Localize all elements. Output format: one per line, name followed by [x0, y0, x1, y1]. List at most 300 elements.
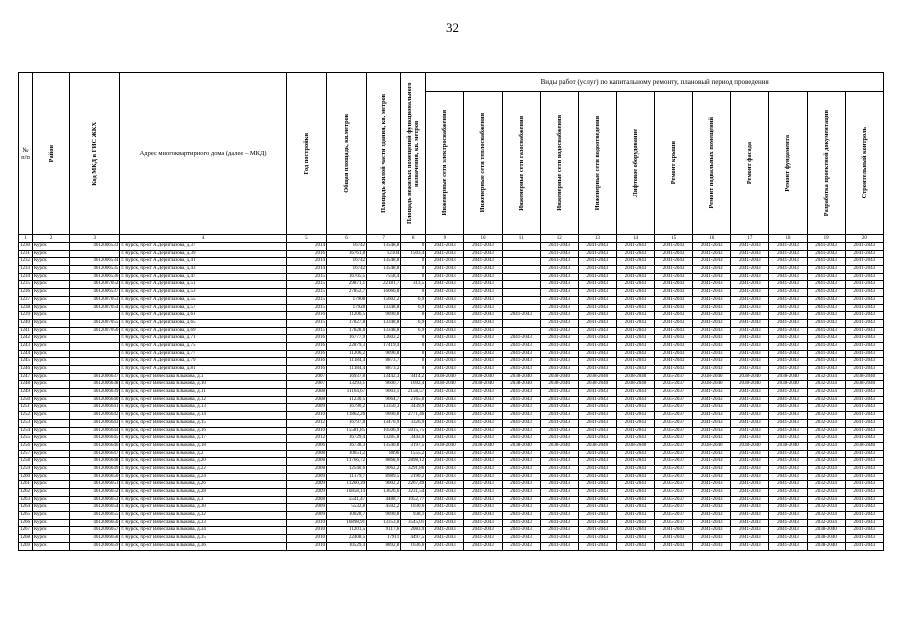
table-row: [19, 458, 884, 466]
work-period-cell: 2041-2043: [807, 366, 845, 374]
work-period-cell: 2041-2043: [426, 358, 464, 366]
work-period-cell: 2041-2043: [616, 396, 654, 404]
work-period-cell: 2041-2043: [693, 465, 731, 473]
mkd-code-cell: 4612006650: [70, 473, 120, 481]
work-period-cell: 2041-2043: [578, 419, 616, 427]
mkd-code-cell: 4612006534: [70, 258, 120, 266]
address-cell: г. Курск, пр-кт А.Дериглазова, д.81: [120, 366, 287, 374]
work-period-cell: 2041-2043: [845, 281, 883, 289]
row-number: 1263: [19, 496, 33, 504]
work-period-cell: 2041-2043: [769, 481, 807, 489]
work-period-cell: 2041-2043: [845, 473, 883, 481]
work-period-cell: 2041-2043: [502, 342, 540, 350]
work-period-cell: 2041-2043: [616, 258, 654, 266]
total-area-cell: 15581,85: [326, 427, 366, 435]
work-period-cell: 2041-2043: [731, 427, 769, 435]
column-number: 20: [845, 235, 883, 243]
work-period-cell: 2041-2043: [769, 473, 807, 481]
work-period-cell: 2041-2043: [426, 296, 464, 304]
total-area-cell: 16797,8: [326, 419, 366, 427]
table-row: [19, 250, 884, 258]
work-period-cell: 2041-2043: [693, 412, 731, 420]
nonres-area-cell: 1692,4: [401, 381, 426, 389]
work-period-cell: 2041-2043: [845, 327, 883, 335]
total-area-cell: 17908: [326, 296, 366, 304]
total-area-cell: 11164,67: [326, 389, 366, 397]
total-area-cell: 16777,9: [326, 335, 366, 343]
district-cell: Курск: [33, 465, 70, 473]
nonres-area-cell: 2190,2: [401, 473, 426, 481]
work-period-cell: 2041-2043: [769, 250, 807, 258]
nonres-area-cell: 0: [401, 350, 426, 358]
work-period-cell: 2041-2043: [807, 335, 845, 343]
work-period-cell: 2041-2043: [807, 258, 845, 266]
work-period-cell: 2041-2043: [769, 504, 807, 512]
work-period-cell: 2038-2040: [731, 373, 769, 381]
column-number: 12: [540, 235, 578, 243]
work-period-cell: 2041-2043: [845, 289, 883, 297]
header-mkd-code: Код МКД в ГИС ЖКХ: [91, 121, 99, 186]
living-area-cell: 9090,8: [367, 312, 401, 320]
nonres-area-cell: 0: [401, 335, 426, 343]
work-period-cell: 2041-2043: [731, 458, 769, 466]
work-period-cell: 2038-2040: [807, 535, 845, 543]
year-cell: 2009: [286, 512, 326, 520]
total-area-cell: 11206,2: [326, 350, 366, 358]
work-period-cell: [502, 266, 540, 274]
living-area-cell: 13548,8: [367, 258, 401, 266]
work-period-cell: 2041-2043: [845, 404, 883, 412]
work-period-cell: 2041-2043: [731, 404, 769, 412]
total-area-cell: 16790,2: [326, 404, 366, 412]
work-period-cell: 2041-2043: [578, 473, 616, 481]
work-period-cell: 2041-2043: [578, 542, 616, 550]
mkd-code-cell: 4612006533: [70, 243, 120, 251]
work-period-cell: 2041-2043: [845, 496, 883, 504]
work-period-cell: 2041-2043: [464, 258, 502, 266]
year-cell: 2007: [286, 373, 326, 381]
work-period-cell: 2035-2037: [655, 481, 693, 489]
mkd-code-cell: 4612006537: [70, 289, 120, 297]
work-period-cell: [502, 327, 540, 335]
work-period-cell: 2041-2043: [693, 535, 731, 543]
row-number: 1247: [19, 373, 33, 381]
district-cell: Курск: [33, 527, 70, 535]
work-period-cell: 2041-2043: [502, 504, 540, 512]
year-cell: 2008: [286, 396, 326, 404]
work-period-cell: 2041-2043: [502, 350, 540, 358]
table-row: [19, 473, 884, 481]
total-area-cell: 17828,8: [326, 327, 366, 335]
living-area-cell: 13350,3: [367, 404, 401, 412]
table-row: [19, 419, 884, 427]
living-area-cell: 9064,7: [367, 396, 401, 404]
row-number: 1255: [19, 435, 33, 443]
work-period-cell: 2032-2034: [807, 419, 845, 427]
work-period-cell: 2041-2043: [502, 542, 540, 550]
district-cell: Курск: [33, 312, 70, 320]
row-number: 1234: [19, 273, 33, 281]
work-period-cell: 2041-2043: [769, 535, 807, 543]
total-area-cell: 17928: [326, 304, 366, 312]
work-period-cell: 2041-2043: [731, 258, 769, 266]
work-period-cell: 2041-2043: [426, 389, 464, 397]
work-period-cell: 2041-2043: [578, 465, 616, 473]
living-area-cell: 8868,6: [367, 458, 401, 466]
work-period-cell: 2041-2043: [693, 496, 731, 504]
work-period-cell: 2041-2043: [616, 250, 654, 258]
work-period-cell: 2041-2043: [426, 319, 464, 327]
column-number: 6: [326, 235, 366, 243]
work-period-cell: 2041-2043: [616, 504, 654, 512]
work-period-cell: 2041-2043: [693, 319, 731, 327]
work-period-cell: 2041-2043: [540, 289, 578, 297]
work-period-cell: 2041-2043: [578, 519, 616, 527]
total-area-cell: 16898,91: [326, 519, 366, 527]
work-period-cell: 2041-2043: [693, 512, 731, 520]
work-period-cell: 2041-2043: [426, 350, 464, 358]
year-cell: 2006: [286, 442, 326, 450]
nonres-area-cell: 3414,2: [401, 373, 426, 381]
work-period-cell: 2041-2043: [578, 481, 616, 489]
work-period-cell: 2041-2043: [578, 404, 616, 412]
mkd-code-cell: 4612006639: [70, 389, 120, 397]
work-period-cell: 2035-2037: [655, 381, 693, 389]
work-period-cell: 2041-2043: [464, 327, 502, 335]
work-period-cell: 2041-2043: [769, 496, 807, 504]
work-period-cell: 2038-2040: [502, 381, 540, 389]
header-address: Адрес многоквартирного дома (далее – МКД): [120, 73, 287, 235]
work-period-cell: 2041-2043: [693, 281, 731, 289]
nonres-area-cell: 1052,77: [401, 496, 426, 504]
living-area-cell: 8873,2: [367, 366, 401, 374]
district-cell: Курск: [33, 442, 70, 450]
year-cell: 2009: [286, 504, 326, 512]
work-period-cell: 2041-2043: [578, 243, 616, 251]
district-cell: Курск: [33, 458, 70, 466]
mkd-code-cell: 4612006645: [70, 435, 120, 443]
mkd-code-cell: 4612006652: [70, 489, 120, 497]
row-number: 1240: [19, 319, 33, 327]
year-cell: 2014: [286, 266, 326, 274]
work-period-cell: 2035-2037: [655, 442, 693, 450]
work-period-cell: 2041-2043: [616, 527, 654, 535]
total-area-cell: 13293,1: [326, 381, 366, 389]
work-period-cell: 2041-2043: [540, 527, 578, 535]
work-period-cell: 2041-2043: [464, 419, 502, 427]
work-period-cell: 2041-2043: [578, 512, 616, 520]
row-number: 1250: [19, 396, 33, 404]
work-period-cell: 2041-2043: [502, 435, 540, 443]
work-period-cell: 2041-2043: [845, 350, 883, 358]
living-area-cell: 9090,8: [367, 412, 401, 420]
total-area-cell: 16761,8: [326, 250, 366, 258]
work-period-cell: 2041-2043: [502, 412, 540, 420]
row-number: 1238: [19, 304, 33, 312]
work-period-cell: 2041-2043: [464, 312, 502, 320]
nonres-area-cell: 938,1: [401, 512, 426, 520]
mkd-code-cell: 4612007056: [70, 327, 120, 335]
work-period-cell: 2041-2043: [540, 519, 578, 527]
work-period-cell: 2041-2043: [464, 465, 502, 473]
total-area-cell: 17827,8: [326, 319, 366, 327]
table-row: [19, 527, 884, 535]
table-row: [19, 389, 884, 397]
work-period-cell: 2041-2043: [731, 535, 769, 543]
work-period-cell: 2041-2043: [655, 243, 693, 251]
nonres-area-cell: 0: [401, 366, 426, 374]
work-period-cell: 2041-2043: [693, 389, 731, 397]
year-cell: 2015: [286, 319, 326, 327]
work-period-cell: 2041-2043: [655, 335, 693, 343]
work-period-cell: 2041-2043: [540, 342, 578, 350]
work-period-cell: 2041-2043: [426, 281, 464, 289]
capital-repair-table: [18, 72, 884, 551]
header-work-10: [464, 92, 502, 235]
district-cell: Курск: [33, 342, 70, 350]
work-period-cell: 2041-2043: [655, 273, 693, 281]
work-period-cell: 2041-2043: [731, 296, 769, 304]
work-period-cell: 2041-2043: [464, 350, 502, 358]
work-period-cell: 2038-2040: [845, 381, 883, 389]
work-period-cell: [502, 243, 540, 251]
work-period-cell: 2041-2043: [616, 350, 654, 358]
work-period-cell: 2041-2043: [616, 243, 654, 251]
work-period-cell: 2041-2043: [578, 327, 616, 335]
work-period-cell: 2041-2043: [616, 481, 654, 489]
work-period-cell: 2041-2043: [845, 465, 883, 473]
work-period-cell: 2041-2043: [502, 465, 540, 473]
mkd-code-cell: 4612006654: [70, 504, 120, 512]
work-period-cell: 2041-2043: [845, 519, 883, 527]
table-row: [19, 327, 884, 335]
table-row: [19, 489, 884, 497]
total-area-cell: 11184,4: [326, 358, 366, 366]
work-period-cell: 2041-2043: [693, 273, 731, 281]
work-period-cell: 2041-2043: [464, 266, 502, 274]
work-period-cell: 2041-2043: [540, 435, 578, 443]
work-period-cell: 2041-2043: [693, 250, 731, 258]
work-period-cell: 2041-2043: [578, 535, 616, 543]
nonres-area-cell: 0: [401, 273, 426, 281]
table-row: [19, 273, 884, 281]
table-row: [19, 465, 884, 473]
district-cell: Курск: [33, 273, 70, 281]
table-row: [19, 296, 884, 304]
nonres-area-cell: 3439,9: [401, 404, 426, 412]
district-cell: Курск: [33, 304, 70, 312]
work-period-cell: 2041-2043: [731, 412, 769, 420]
work-period-cell: 2041-2043: [426, 489, 464, 497]
work-period-cell: 2041-2043: [807, 350, 845, 358]
work-period-cell: 2041-2043: [578, 304, 616, 312]
address-cell: г. Курск, пр-кт А.Дериглазова, д.47: [120, 273, 287, 281]
work-period-cell: 2041-2043: [578, 450, 616, 458]
nonres-area-cell: 6,9: [401, 319, 426, 327]
table-row: [19, 335, 884, 343]
address-cell: г. Курск, пр-кт Вячеслава Клыкова, д.33: [120, 519, 287, 527]
row-number: 1256: [19, 442, 33, 450]
work-period-cell: 2038-2040: [769, 381, 807, 389]
column-number: 2: [33, 235, 70, 243]
total-area-cell: 10529,4: [326, 542, 366, 550]
work-period-cell: 2041-2043: [655, 289, 693, 297]
work-period-cell: [502, 304, 540, 312]
work-period-cell: 2041-2043: [540, 419, 578, 427]
mkd-code-cell: 4612007055: [70, 319, 120, 327]
header-work-12: [540, 92, 578, 235]
work-period-cell: 2041-2043: [540, 250, 578, 258]
work-period-cell: 2041-2043: [502, 496, 540, 504]
header-works-group: Виды работ (услуг) по капитальному ремонту, плановый период проведения: [426, 73, 884, 92]
column-number: 14: [616, 235, 654, 243]
work-period-cell: 2038-2040: [807, 527, 845, 535]
address-cell: г. Курск, пр-кт Вячеслава Клыкова, д.3: [120, 496, 287, 504]
work-period-cell: 2038-2040: [426, 442, 464, 450]
work-period-cell: 2041-2043: [426, 473, 464, 481]
work-period-cell: 2041-2043: [693, 458, 731, 466]
work-period-cell: [502, 289, 540, 297]
work-period-cell: 2041-2043: [540, 350, 578, 358]
work-period-cell: 2041-2043: [845, 427, 883, 435]
work-period-cell: 2041-2043: [464, 504, 502, 512]
work-period-cell: 2041-2043: [540, 465, 578, 473]
table-row: [19, 519, 884, 527]
work-period-cell: 2041-2043: [769, 289, 807, 297]
work-period-cell: 2041-2043: [769, 527, 807, 535]
work-period-cell: 2041-2043: [426, 481, 464, 489]
work-period-cell: 2041-2043: [540, 281, 578, 289]
living-area-cell: 8892,8: [367, 542, 401, 550]
year-cell: 2008: [286, 465, 326, 473]
work-period-cell: 2041-2043: [616, 304, 654, 312]
work-period-cell: 2041-2043: [731, 319, 769, 327]
row-number: 1260: [19, 473, 33, 481]
living-area-cell: 13548,8: [367, 266, 401, 274]
work-period-cell: 2041-2043: [502, 312, 540, 320]
total-area-cell: 11179,7: [326, 473, 366, 481]
header-work-13: [578, 92, 616, 235]
header-work-label: Инженерные сети водоотведения: [593, 115, 601, 211]
work-period-cell: 2041-2043: [616, 458, 654, 466]
work-period-cell: 2041-2043: [693, 258, 731, 266]
mkd-code-cell: 4612006643: [70, 419, 120, 427]
district-cell: Курск: [33, 266, 70, 274]
work-period-cell: 2041-2043: [464, 396, 502, 404]
work-period-cell: 2041-2043: [426, 504, 464, 512]
work-period-cell: 2041-2043: [578, 396, 616, 404]
district-cell: Курск: [33, 473, 70, 481]
total-area-cell: 11201,5: [326, 527, 366, 535]
year-cell: 2016: [286, 366, 326, 374]
row-number: 1269: [19, 542, 33, 550]
total-area-cell: 11230,5: [326, 396, 366, 404]
row-number: 1257: [19, 450, 33, 458]
work-period-cell: 2041-2043: [616, 489, 654, 497]
work-period-cell: 2041-2043: [731, 250, 769, 258]
district-cell: Курск: [33, 389, 70, 397]
work-period-cell: 2041-2043: [731, 281, 769, 289]
work-period-cell: 2041-2043: [578, 504, 616, 512]
work-period-cell: 2041-2043: [616, 535, 654, 543]
table-row: [19, 542, 884, 550]
address-cell: г. Курск, пр-кт Вячеслава Клыкова, д.13: [120, 404, 287, 412]
work-period-cell: 2041-2043: [807, 327, 845, 335]
living-area-cell: 8989,5: [367, 473, 401, 481]
work-period-cell: 2041-2043: [769, 258, 807, 266]
work-period-cell: 2041-2043: [845, 458, 883, 466]
work-period-cell: 2041-2043: [616, 427, 654, 435]
district-cell: Курск: [33, 327, 70, 335]
nonres-area-cell: 0: [401, 312, 426, 320]
total-area-cell: 11862,26: [326, 412, 366, 420]
work-period-cell: 2041-2043: [769, 366, 807, 374]
row-number: 1259: [19, 465, 33, 473]
work-period-cell: 2041-2043: [426, 342, 464, 350]
work-period-cell: 2041-2043: [464, 527, 502, 535]
work-period-cell: 2041-2043: [845, 319, 883, 327]
table-row: [19, 366, 884, 374]
living-area-cell: 4488,7: [367, 496, 401, 504]
work-period-cell: 2041-2043: [845, 312, 883, 320]
address-cell: г. Курск, пр-кт Вячеслава Клыкова, д.16: [120, 427, 287, 435]
work-period-cell: [502, 250, 540, 258]
work-period-cell: 2041-2043: [464, 458, 502, 466]
address-cell: г. Курск, пр-кт Вячеслава Клыкова, д.24: [120, 473, 287, 481]
work-period-cell: 2041-2043: [616, 289, 654, 297]
mkd-code-cell: 4612007054: [70, 304, 120, 312]
year-cell: 2016: [286, 312, 326, 320]
work-period-cell: 2041-2043: [426, 366, 464, 374]
work-period-cell: 2041-2043: [769, 412, 807, 420]
work-period-cell: 2041-2043: [540, 319, 578, 327]
work-period-cell: 2038-2040: [578, 442, 616, 450]
nonres-area-cell: 313,5: [401, 281, 426, 289]
work-period-cell: 2041-2043: [502, 366, 540, 374]
total-area-cell: 11206,5: [326, 312, 366, 320]
work-period-cell: 2032-2034: [807, 396, 845, 404]
row-number: 1267: [19, 527, 33, 535]
table-row: [19, 358, 884, 366]
work-period-cell: 2041-2043: [731, 389, 769, 397]
row-number: 1251: [19, 404, 33, 412]
work-period-cell: 2041-2043: [693, 419, 731, 427]
work-period-cell: 2035-2037: [655, 373, 693, 381]
year-cell: 2016: [286, 358, 326, 366]
work-period-cell: 2041-2043: [464, 519, 502, 527]
header-work-label: Инженерные сети газоснабжения: [517, 115, 525, 211]
address-cell: г. Курск, пр-кт Вячеслава Клыкова, д.26: [120, 481, 287, 489]
nonres-area-cell: 3291,86: [401, 465, 426, 473]
table-row: [19, 481, 884, 489]
living-area-cell: 13285,8: [367, 435, 401, 443]
work-period-cell: 2041-2043: [731, 473, 769, 481]
district-cell: Курск: [33, 519, 70, 527]
address-cell: г. Курск, пр-кт Вячеслава Клыкова, д.34: [120, 527, 287, 535]
work-period-cell: 2038-2040: [769, 442, 807, 450]
header-total-area: Общая площадь, кв.метров: [343, 114, 351, 193]
work-period-cell: 2041-2043: [845, 535, 883, 543]
work-period-cell: 2038-2040: [464, 381, 502, 389]
work-period-cell: 2041-2043: [731, 273, 769, 281]
district-cell: Курск: [33, 512, 70, 520]
work-period-cell: 2041-2043: [464, 389, 502, 397]
work-period-cell: 2041-2043: [731, 419, 769, 427]
header-work-label: Ремонт крыши: [670, 141, 678, 185]
nonres-area-cell: 2083,9: [401, 527, 426, 535]
work-period-cell: 2041-2043: [426, 535, 464, 543]
district-cell: Курск: [33, 404, 70, 412]
